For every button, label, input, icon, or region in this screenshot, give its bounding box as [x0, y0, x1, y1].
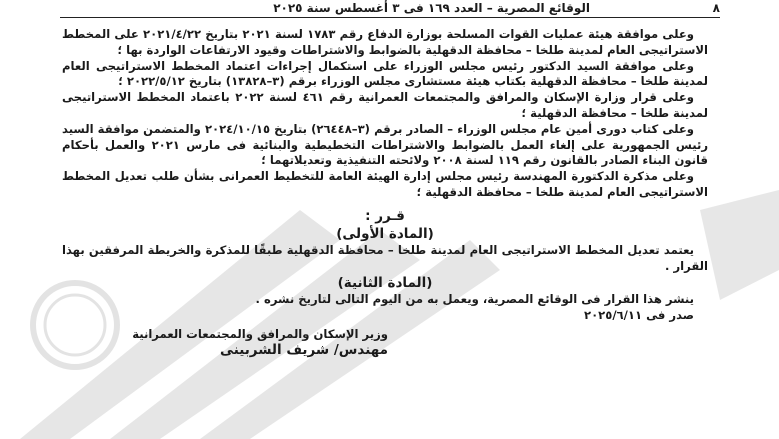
page-header	[60, 0, 720, 18]
preamble-paragraph-5: وعلى مذكرة الدكتورة المهندسة رئيس مجلس إدارة الهيئة العامة للتخطيط العمرانى بشأن طلب تعديل المخطط الاستراتيجى العام لمدينة طلخا – محافظة الدقهلية ؛	[62, 169, 708, 199]
signatory-name: مهندس/ شريف الشربينى	[220, 341, 388, 358]
signatory-title: وزير الإسكان والمرافق والمجتمعات العمرانية	[132, 326, 388, 341]
decree-title: قـرر :	[365, 207, 405, 224]
article-1-heading: (المادة الأولى)	[336, 225, 434, 242]
preamble-paragraph-2: وعلى موافقة السيد الدكتور رئيس مجلس الوزراء على استكمال إجراءات اعتماد المخطط الاستراتيجى العام لمدينة طلخا – محافظة الدقهلية بكتاب هيئة مستشارى مجلس الوزراء برقم (٣–١٣٨٢٨) بتاريخ ٢٠٢٢/٥/١٢ ؛	[62, 58, 708, 89]
running-title: الوقائع المصرية – العدد ١٦٩ فى ٣ أغسطس سنة ٢٠٢٥	[273, 1, 590, 15]
article-2-text: ينشر هذا القرار فى الوقائع المصرية، ويعمل به من اليوم التالى لتاريخ نشره .	[255, 292, 694, 307]
signature-block	[62, 327, 708, 359]
preamble-paragraph-3: وعلى قرار وزارة الإسكان والمرافق والمجتمعات العمرانية رقم ٤٦١ لسنة ٢٠٢٢ باعتماد المخطط الاستراتيجى لمدينة طلخا – محافظة الدقهلية ؛	[62, 90, 708, 120]
preamble-paragraph-4: وعلى كتاب دورى أمين عام مجلس الوزراء – الصادر برقم (٣–٢٦٤٤٨) بتاريخ ٢٠٢٤/١٠/١٥ والمتضمن موافقة السيد رئيس الجمهورية على إلغاء العمل بالضوابط والاشتراطات التخطيطية والبنائية فى مارس ٢٠٢١ والعمل بأحكام قانون البناء الصادر بالقانون رقم ١١٩ لسنة ٢٠٠٨ ولائحته التنفيذية وتعديلاتهما ؛	[62, 121, 708, 168]
article-2-heading: (المادة الثانية)	[337, 275, 433, 292]
document-body	[62, 27, 708, 359]
article-1-text: يعتمد تعديل المخطط الاستراتيجى العام لمدينة طلخا – محافظة الدقهلية طبقًا للمذكرة والخريطة المرفقين بهذا القرار .	[62, 242, 708, 273]
issue-date: صدر فى ٢٠٢٥/٦/١١	[584, 308, 694, 323]
page-number: ٨	[712, 1, 720, 15]
preamble-paragraph-1: وعلى موافقة هيئة عمليات القوات المسلحة بوزارة الدفاع رقم ١٧٨٣ لسنة ٢٠٢١ بتاريخ ٢٠٢١/٤/٢٢ على المخطط الاستراتيجى العام لمدينة طلخا – محافظة الدقهلية بالضوابط والاشتراطات وقيود الارتفاعات الواردة بها ؛	[62, 27, 708, 57]
